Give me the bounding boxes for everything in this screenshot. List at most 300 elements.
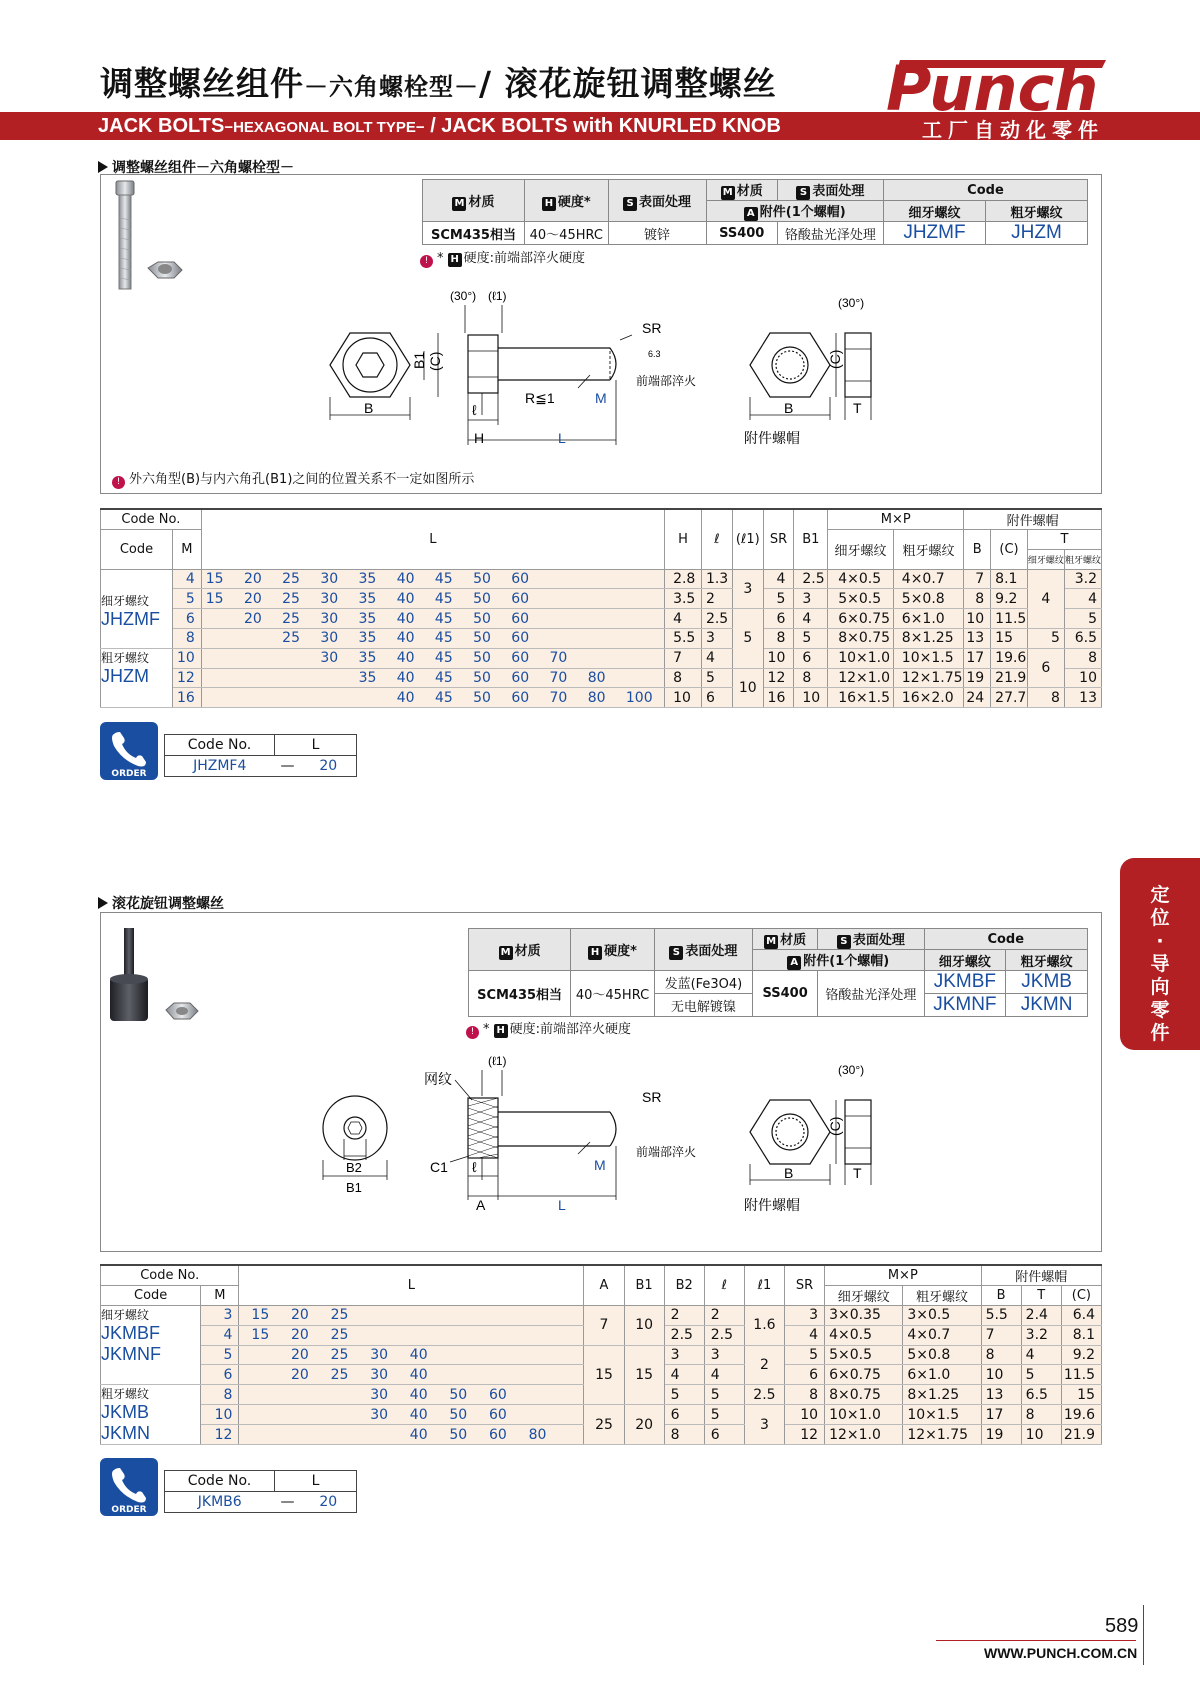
cell-b: 8 bbox=[964, 589, 991, 609]
L-value: 50 bbox=[473, 610, 491, 627]
cell-L bbox=[201, 609, 664, 629]
cell-L bbox=[239, 1345, 584, 1365]
L-value: 100 bbox=[625, 689, 653, 706]
L-value: 20 bbox=[243, 610, 262, 627]
cell-b: 7 bbox=[964, 569, 991, 589]
cell-fine: 6×0.75 bbox=[828, 609, 894, 629]
L-value: 40 bbox=[409, 1406, 428, 1423]
order-icon-label: ORDER bbox=[111, 1505, 147, 1515]
spec2-h-hardness: 硬度 bbox=[604, 943, 631, 959]
hardness-note-text: 硬度:前端部淬火硬度 bbox=[463, 251, 586, 266]
cell-sr: 5 bbox=[763, 589, 794, 609]
nut-t: T bbox=[853, 400, 862, 416]
spec2-h-acc-material: 材质 bbox=[780, 933, 807, 948]
spec2-code-fine2: JKMNF bbox=[924, 994, 1006, 1017]
nut-c: (C) bbox=[827, 349, 843, 369]
cell-H: 10 bbox=[665, 688, 702, 708]
L-value: 30 bbox=[320, 570, 339, 587]
cell-fine: 8×0.75 bbox=[828, 628, 894, 648]
cell-H: 5.5 bbox=[665, 628, 702, 648]
spec-surface: 镀锌 bbox=[608, 222, 706, 245]
cell-fine: 10×1.0 bbox=[828, 648, 894, 668]
h-mxp: M×P bbox=[828, 509, 964, 530]
cell-b: 17 bbox=[981, 1404, 1021, 1424]
h-fine: 细牙螺纹 bbox=[828, 530, 894, 570]
L-value: 20 bbox=[243, 590, 262, 607]
spec2-h-coarse: 粗牙螺纹 bbox=[1006, 950, 1088, 971]
title-en-sub: −HEXAGONAL BOLT TYPE− bbox=[224, 119, 425, 136]
section1-heading-text: 调整螺丝组件－六角螺栓型－ bbox=[112, 160, 294, 176]
h-b: B bbox=[964, 530, 991, 570]
spec2-h-accessory: 附件(1个螺帽) bbox=[803, 954, 890, 969]
knurl-label: 网纹 bbox=[424, 1071, 452, 1087]
spec2-h-material: 材质 bbox=[514, 943, 541, 959]
L-value: 40 bbox=[396, 689, 415, 706]
cell-b1: 3 bbox=[794, 589, 828, 609]
cell-t-coarse: 13 bbox=[1064, 688, 1101, 708]
h2-b1: B1 bbox=[624, 1265, 664, 1306]
L-value: 60 bbox=[488, 1386, 507, 1403]
spec-code-fine: JHZMF bbox=[883, 222, 985, 245]
L-value: 40 bbox=[409, 1366, 428, 1383]
warning-icon: ! bbox=[420, 255, 433, 268]
cell-L bbox=[239, 1385, 584, 1405]
cell-L bbox=[239, 1365, 584, 1385]
h-codeno: Code No. bbox=[101, 509, 202, 530]
L-value: 60 bbox=[511, 630, 530, 647]
cell-b: 7 bbox=[981, 1325, 1021, 1345]
L-value: 25 bbox=[282, 630, 300, 647]
spec2-h-surface: 表面处理 bbox=[685, 943, 738, 959]
dim-l1: (ℓ1) bbox=[488, 289, 507, 303]
cell-fine: 12×1.0 bbox=[825, 1425, 903, 1445]
warning-icon: ! bbox=[466, 1026, 479, 1039]
L-value: 50 bbox=[473, 650, 491, 667]
cell-t-coarse: 8 bbox=[1064, 648, 1101, 668]
cell-l: 5 bbox=[704, 1385, 744, 1405]
cell-fine: 6×0.75 bbox=[825, 1365, 903, 1385]
cell-coarse: 8×1.25 bbox=[893, 628, 963, 648]
group2-coarse-label: 粗牙螺纹 bbox=[101, 1387, 150, 1402]
cell-t: 4 bbox=[1021, 1345, 1061, 1365]
cell-l: 2.5 bbox=[701, 609, 732, 629]
cell-l1: 5 bbox=[733, 609, 764, 668]
dim2-l: ℓ bbox=[472, 1159, 477, 1175]
h-t-coarse: 粗牙螺纹 bbox=[1064, 549, 1101, 569]
h-nut: 附件螺帽 bbox=[964, 509, 1102, 530]
L-value: 50 bbox=[473, 590, 491, 607]
cell-sr: 8 bbox=[763, 628, 794, 648]
cell-m: 10 bbox=[201, 1404, 239, 1424]
dim-m: M bbox=[595, 390, 607, 406]
nut-angle: (30°) bbox=[838, 296, 865, 310]
spec2-hardness: 40～45HRC bbox=[571, 971, 655, 1017]
L-value: 45 bbox=[434, 669, 453, 686]
table-row bbox=[101, 1345, 1102, 1365]
cell-t: 2.4 bbox=[1021, 1306, 1061, 1326]
cell-coarse: 5×0.8 bbox=[903, 1345, 981, 1365]
cell-c: 8.1 bbox=[991, 569, 1028, 589]
code-group-coarse bbox=[101, 1385, 201, 1445]
h-m: M bbox=[172, 530, 201, 570]
h-code: Code bbox=[101, 530, 173, 570]
cell-l: 6 bbox=[701, 688, 732, 708]
dim2-l1: (ℓ1) bbox=[488, 1054, 507, 1068]
cell-sr: 5 bbox=[784, 1345, 824, 1365]
h-l: ℓ bbox=[701, 509, 732, 569]
cell-c: 6.4 bbox=[1061, 1306, 1101, 1326]
dim-r: R≦1 bbox=[525, 390, 555, 406]
L-value: 45 bbox=[434, 689, 453, 706]
L-value: 50 bbox=[473, 630, 491, 647]
L-value: 40 bbox=[396, 650, 415, 667]
cell-b1: 6 bbox=[794, 648, 828, 668]
cell-fine: 16×1.5 bbox=[828, 688, 894, 708]
cell-fine: 4×0.5 bbox=[828, 569, 894, 589]
group-coarse-label: 粗牙螺纹 bbox=[101, 650, 150, 665]
L-value: 50 bbox=[449, 1386, 468, 1403]
cell-m: 12 bbox=[201, 1425, 239, 1445]
page-title-en bbox=[98, 115, 781, 138]
cell-b: 13 bbox=[981, 1385, 1021, 1405]
cell-sr: 12 bbox=[784, 1425, 824, 1445]
L-value: 45 bbox=[434, 630, 453, 647]
cell-m: 5 bbox=[201, 1345, 239, 1365]
cell-l1: 3 bbox=[744, 1404, 784, 1444]
L-value: 70 bbox=[549, 650, 568, 667]
table-row bbox=[101, 569, 1102, 589]
L-value: 80 bbox=[587, 689, 606, 706]
triangle-icon bbox=[98, 161, 108, 173]
cell-m: 8 bbox=[172, 628, 201, 648]
L-value: 60 bbox=[511, 650, 530, 667]
spec2-surface1: 发蓝(Fe3O4) bbox=[654, 971, 752, 994]
cell-b1: 10 bbox=[624, 1306, 664, 1346]
cell-b: 19 bbox=[964, 668, 991, 688]
h2-mxp: M×P bbox=[825, 1265, 981, 1286]
L-value: 50 bbox=[449, 1406, 468, 1423]
L-value: 50 bbox=[449, 1426, 468, 1443]
cell-sr: 12 bbox=[763, 668, 794, 688]
dim2-b1: B1 bbox=[346, 1180, 362, 1195]
L-value: 60 bbox=[511, 610, 530, 627]
section2-drawing bbox=[320, 1050, 880, 1220]
cell-c: 21.9 bbox=[1061, 1425, 1101, 1445]
L-value: 25 bbox=[330, 1366, 349, 1383]
L-value: 15 bbox=[251, 1327, 270, 1344]
cell-b: 17 bbox=[964, 648, 991, 668]
table-row bbox=[101, 1306, 1102, 1326]
title-en-main: JACK BOLTS bbox=[98, 115, 225, 137]
spec-code-coarse: JHZM bbox=[985, 222, 1087, 245]
code-group-coarse bbox=[101, 648, 173, 707]
cell-coarse: 5×0.8 bbox=[893, 589, 963, 609]
L-value: 35 bbox=[358, 650, 377, 667]
cell-m: 4 bbox=[201, 1325, 239, 1345]
cell-l1: 2 bbox=[744, 1345, 784, 1385]
code-group-fine bbox=[101, 1306, 201, 1385]
cell-coarse: 3×0.5 bbox=[903, 1306, 981, 1326]
spec2-h-acc-surface: 表面处理 bbox=[852, 933, 905, 948]
cell-t-fine: 4 bbox=[1027, 569, 1064, 628]
order-h-L: L bbox=[275, 735, 357, 756]
cell-l: 4 bbox=[701, 648, 732, 668]
h-t-fine: 细牙螺纹 bbox=[1027, 549, 1064, 569]
h2-codeno: Code No. bbox=[101, 1265, 239, 1286]
dim2-b2: B2 bbox=[346, 1160, 362, 1175]
cell-coarse: 4×0.7 bbox=[903, 1325, 981, 1345]
nut2-t: T bbox=[853, 1165, 862, 1181]
L-value: 45 bbox=[434, 590, 453, 607]
cell-b1: 20 bbox=[624, 1404, 664, 1444]
cell-a: 25 bbox=[584, 1404, 624, 1444]
title-main: 调整螺丝组件 bbox=[100, 64, 304, 103]
cell-L bbox=[201, 648, 664, 668]
spec-acc-material: SS400 bbox=[706, 222, 777, 245]
cell-l1: 1.6 bbox=[744, 1306, 784, 1346]
cell-t-coarse: 3.2 bbox=[1064, 569, 1101, 589]
cell-m: 6 bbox=[201, 1365, 239, 1385]
cell-a: 7 bbox=[584, 1306, 624, 1346]
L-value: 15 bbox=[205, 590, 224, 607]
h-H: H bbox=[665, 509, 702, 569]
L-value: 40 bbox=[409, 1386, 428, 1403]
cell-b2: 5 bbox=[664, 1385, 704, 1405]
L-value: 35 bbox=[358, 669, 377, 686]
group2-coarse-code2: JKMN bbox=[101, 1423, 150, 1444]
cell-b2: 4 bbox=[664, 1365, 704, 1385]
spec2-acc-surface: 铬酸盐光泽处理 bbox=[818, 971, 924, 1017]
brand-subtitle: 工厂自动化零件 bbox=[922, 118, 1104, 142]
section2-heading bbox=[98, 893, 224, 913]
order2-dash: — bbox=[275, 1492, 301, 1513]
cell-a: 15 bbox=[584, 1345, 624, 1404]
h2-nut: 附件螺帽 bbox=[981, 1265, 1101, 1286]
h2-fine: 细牙螺纹 bbox=[825, 1286, 903, 1306]
cell-fine: 10×1.0 bbox=[825, 1404, 903, 1424]
dim-c: (C) bbox=[427, 351, 443, 371]
cell-t-coarse: 10 bbox=[1064, 668, 1101, 688]
L-value: 20 bbox=[291, 1307, 309, 1324]
spec2-code-coarse1: JKMB bbox=[1006, 971, 1088, 994]
side-tab-label: 定位·导向零件 bbox=[1150, 884, 1170, 1044]
L-value: 25 bbox=[282, 590, 300, 607]
L-value: 25 bbox=[330, 1307, 349, 1324]
cell-coarse: 6×1.0 bbox=[903, 1365, 981, 1385]
cell-L bbox=[201, 688, 664, 708]
page-title-cn bbox=[100, 58, 777, 105]
cell-l: 4 bbox=[704, 1365, 744, 1385]
dim2-c1: C1 bbox=[430, 1159, 448, 1175]
cell-t-coarse: 4 bbox=[1064, 589, 1101, 609]
order-icon[interactable] bbox=[100, 1458, 158, 1516]
section1-spec-table: M 材质 H 硬度* S 表面处理 M 材质 S 表面处理 Code A 附件(1个螺帽) 细牙螺纹 粗牙螺纹 SCM435相当 40～45HRC 镀锌 SS400 铬酸盐光泽处理 JHZMF JHZM bbox=[422, 179, 1088, 245]
h2-b2: B2 bbox=[664, 1265, 704, 1306]
L-value: 40 bbox=[396, 610, 415, 627]
h-c: (C) bbox=[991, 530, 1028, 570]
group-fine-code: JHZMF bbox=[101, 608, 160, 629]
cell-H: 8 bbox=[665, 668, 702, 688]
cell-b2: 6 bbox=[664, 1404, 704, 1424]
nut2-label: 附件螺帽 bbox=[744, 1197, 800, 1213]
L-value: 25 bbox=[330, 1327, 349, 1344]
L-value: 40 bbox=[409, 1426, 428, 1443]
L-value: 50 bbox=[473, 669, 491, 686]
section1-drawing bbox=[320, 285, 880, 460]
cell-c: 11.5 bbox=[1061, 1365, 1101, 1385]
dim2-a: A bbox=[476, 1197, 486, 1213]
section1-dimension-table bbox=[100, 508, 1102, 708]
footer-url[interactable]: WWW.PUNCH.COM.CN bbox=[984, 1645, 1138, 1661]
spec-h-material: 材质 bbox=[468, 194, 495, 210]
cell-b1: 5 bbox=[794, 628, 828, 648]
cell-sr: 8 bbox=[784, 1385, 824, 1405]
roughness-mark: 6.3 bbox=[648, 349, 661, 359]
spec2-code-coarse2: JKMN bbox=[1006, 994, 1088, 1017]
h2-b: B bbox=[981, 1286, 1021, 1306]
cell-c: 15 bbox=[991, 628, 1028, 648]
cell-H: 7 bbox=[665, 648, 702, 668]
table-row bbox=[101, 628, 1102, 648]
table-row bbox=[101, 648, 1102, 668]
table-row bbox=[101, 609, 1102, 629]
L-value: 35 bbox=[358, 590, 377, 607]
group2-fine-code1: JKMBF bbox=[101, 1323, 161, 1343]
bolt-photo bbox=[108, 178, 188, 293]
h2-l: ℓ bbox=[704, 1265, 744, 1306]
title-separator: / bbox=[479, 64, 493, 103]
L-value: 70 bbox=[549, 689, 568, 706]
table-row bbox=[101, 668, 1102, 688]
cell-sr: 4 bbox=[763, 569, 794, 589]
h-b1: B1 bbox=[794, 509, 828, 569]
spec-material: SCM435相当 bbox=[423, 222, 525, 245]
cell-l: 2 bbox=[704, 1306, 744, 1326]
spec-h-acc-material: 材质 bbox=[736, 184, 763, 199]
L-value: 35 bbox=[358, 630, 377, 647]
order-icon[interactable] bbox=[100, 722, 158, 780]
brand-name: Punch bbox=[886, 52, 1099, 124]
cell-L bbox=[201, 628, 664, 648]
L-value: 20 bbox=[291, 1327, 309, 1344]
cell-t-coarse: 5 bbox=[1064, 609, 1101, 629]
L-value: 25 bbox=[282, 570, 300, 587]
cell-b2: 2.5 bbox=[664, 1325, 704, 1345]
cell-b: 24 bbox=[964, 688, 991, 708]
h2-L: L bbox=[239, 1265, 584, 1306]
L-value: 60 bbox=[511, 669, 530, 686]
L-value: 20 bbox=[291, 1366, 309, 1383]
cell-l: 5 bbox=[704, 1404, 744, 1424]
cell-l: 2 bbox=[701, 589, 732, 609]
section1-order-example bbox=[164, 734, 357, 777]
cell-l1: 3 bbox=[733, 569, 764, 609]
L-value: 25 bbox=[282, 610, 300, 627]
cell-c: 19.6 bbox=[991, 648, 1028, 668]
L-value: 30 bbox=[320, 590, 339, 607]
cell-sr: 16 bbox=[763, 688, 794, 708]
category-side-tab[interactable] bbox=[1120, 858, 1200, 1050]
cell-l: 1.3 bbox=[701, 569, 732, 589]
spec2-material: SCM435相当 bbox=[469, 971, 571, 1017]
cell-L bbox=[239, 1325, 584, 1345]
spec2-code-fine1: JKMBF bbox=[924, 971, 1006, 994]
nut2-angle: (30°) bbox=[838, 1063, 865, 1077]
cell-b1: 4 bbox=[794, 609, 828, 629]
cell-sr: 4 bbox=[784, 1325, 824, 1345]
L-value: 40 bbox=[409, 1346, 428, 1363]
nut-label: 附件螺帽 bbox=[744, 430, 800, 446]
L-value: 30 bbox=[320, 610, 339, 627]
cell-m: 12 bbox=[172, 668, 201, 688]
h2-l1: ℓ1 bbox=[744, 1265, 784, 1306]
cell-t-coarse: 6.5 bbox=[1064, 628, 1101, 648]
spec-acc-surface: 铬酸盐光泽处理 bbox=[777, 222, 883, 245]
group-coarse-code: JHZM bbox=[101, 665, 149, 686]
cell-m: 10 bbox=[172, 648, 201, 668]
cell-fine: 8×0.75 bbox=[825, 1385, 903, 1405]
L-value: 40 bbox=[396, 630, 415, 647]
L-value: 60 bbox=[488, 1426, 507, 1443]
L-value: 40 bbox=[396, 590, 415, 607]
footer-divider bbox=[1143, 1605, 1144, 1665]
cell-coarse: 10×1.5 bbox=[903, 1404, 981, 1424]
cell-c: 15 bbox=[1061, 1385, 1101, 1405]
L-value: 30 bbox=[370, 1386, 389, 1403]
dim-L: L bbox=[558, 430, 566, 446]
nut-b: B bbox=[784, 400, 794, 416]
L-value: 70 bbox=[549, 669, 568, 686]
cell-coarse: 6×1.0 bbox=[893, 609, 963, 629]
cell-fine: 3×0.35 bbox=[825, 1306, 903, 1326]
h-L: L bbox=[201, 509, 664, 569]
spec-h-code: Code bbox=[883, 180, 1087, 201]
cell-t: 3.2 bbox=[1021, 1325, 1061, 1345]
spec-h-fine: 细牙螺纹 bbox=[883, 201, 985, 222]
order-icon-label: ORDER bbox=[111, 769, 147, 779]
cell-t: 8 bbox=[1021, 1404, 1061, 1424]
cell-l: 5 bbox=[701, 668, 732, 688]
h-l1: (ℓ1) bbox=[733, 509, 764, 569]
cell-b: 19 bbox=[981, 1425, 1021, 1445]
order2-code: JKMB6 bbox=[165, 1492, 275, 1513]
cell-fine: 4×0.5 bbox=[825, 1325, 903, 1345]
spec-h-coarse: 粗牙螺纹 bbox=[985, 201, 1087, 222]
cell-H: 3.5 bbox=[665, 589, 702, 609]
cell-t-fine: 8 bbox=[1027, 688, 1064, 708]
dim-b: B bbox=[364, 400, 374, 416]
order2-L: 20 bbox=[301, 1492, 357, 1513]
cell-coarse: 12×1.75 bbox=[893, 668, 963, 688]
cell-m: 8 bbox=[201, 1385, 239, 1405]
cell-b2: 8 bbox=[664, 1425, 704, 1445]
spec2-acc-material: SS400 bbox=[752, 971, 817, 1017]
footer-line bbox=[936, 1640, 1136, 1641]
cell-t: 5 bbox=[1021, 1365, 1061, 1385]
cell-coarse: 4×0.7 bbox=[893, 569, 963, 589]
L-value: 40 bbox=[396, 669, 415, 686]
cell-m: 4 bbox=[172, 569, 201, 589]
L-value: 35 bbox=[358, 610, 377, 627]
cell-sr: 6 bbox=[763, 609, 794, 629]
cell-b2: 2 bbox=[664, 1306, 704, 1326]
cell-c: 27.7 bbox=[991, 688, 1028, 708]
dim-h: H bbox=[474, 430, 485, 446]
nut2-c: (C) bbox=[827, 1116, 843, 1136]
spec-hardness: 40～45HRC bbox=[524, 222, 608, 245]
triangle-icon bbox=[98, 897, 108, 909]
spec2-h-code: Code bbox=[924, 929, 1087, 950]
